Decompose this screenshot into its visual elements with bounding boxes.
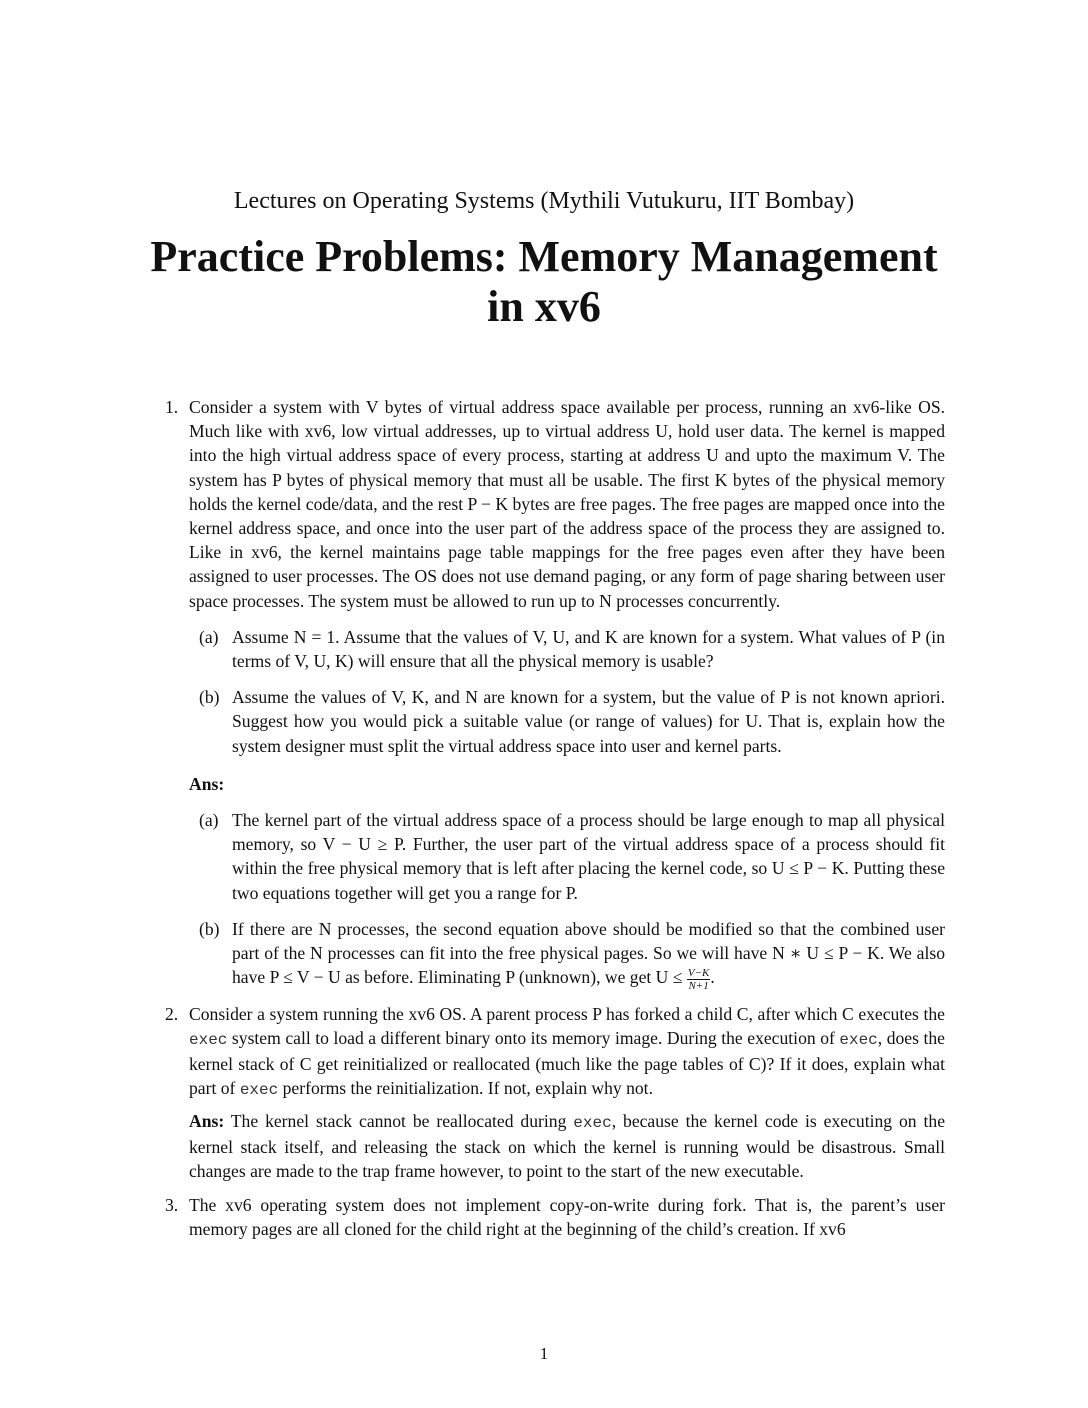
- answer-label: Ans:: [189, 1110, 225, 1131]
- code-exec: exec: [239, 1081, 279, 1100]
- problem-1: [165, 395, 945, 992]
- code-exec: exec: [189, 1030, 228, 1049]
- part-text: Assume the values of V, K, and N are known for a system, but the value of P is not known apriori. Suggest how you would pick a suitable value (or range of values) for U. That is, explain how the system designer must split the virtual address space into user and kernel parts.: [232, 687, 945, 756]
- answer-label: Ans:: [189, 773, 225, 794]
- answer-text: If there are N processes, the second equation above should be modified so that the combined user part of the N processes can fit into the free physical pages. So we will have N ∗ U ≤ P − K. We also have P ≤ V − U as before. Eliminating P (unknown), we get U ≤: [232, 918, 945, 988]
- fraction-denominator: N+1: [688, 979, 709, 992]
- problem-question: [189, 1002, 945, 1103]
- problem-number: 2.: [165, 1003, 179, 1024]
- part-text: The kernel part of the virtual address space of a process should be large enough to map all physical memory, so V − U ≥ P. Further, the user part of the virtual address space of a process should fit within the free physical memory that is left after placing the kernel code, so U ≤ P − K. Putting these two equations together will get you a range for P.: [232, 810, 945, 903]
- problem-number: 1.: [165, 397, 179, 417]
- text-run: performs the reinitialization. If not, explain why not.: [278, 1078, 653, 1099]
- page-number: 1: [539, 1344, 549, 1363]
- title-line-1: Practice Problems: Memory Management: [150, 232, 938, 281]
- part-label: (b): [199, 687, 220, 708]
- code-exec: exec: [573, 1113, 612, 1132]
- part-text: Assume N = 1. Assume that the values of V, U, and K are known for a system. What values of P (in terms of V, U, K) will ensure that all the physical memory is usable?: [232, 626, 945, 672]
- problem-body: [189, 1002, 945, 1183]
- part-label: (a): [199, 810, 219, 831]
- text-run: , does the kernel stack of C get reinitialized or reallocated (much like the page tables of C)? If it does, explain what part of: [189, 1027, 945, 1099]
- problem-2: [165, 1002, 945, 1183]
- answer-part-a: [189, 808, 945, 905]
- answer-tail: .: [710, 967, 715, 988]
- answer-part-b: [189, 917, 945, 992]
- part-label: (b): [199, 918, 220, 939]
- problem-list: [165, 395, 945, 1252]
- question-part-a: [189, 625, 945, 673]
- problem-number: 3.: [165, 1195, 179, 1216]
- title-line-2: in xv6: [487, 282, 601, 331]
- problem-3: [165, 1193, 945, 1241]
- code-exec: exec: [839, 1030, 878, 1049]
- text-run: Consider a system running the xv6 OS. A parent process P has forked a child C, after which C executes the: [189, 1003, 945, 1024]
- page-title: [0, 232, 1088, 332]
- text-run: , because the kernel code is executing on the kernel stack itself, and releasing the stack on which the kernel is running would be disastrous. Small changes are made to the trap frame however, to point to the start of the new executable.: [189, 1110, 945, 1181]
- fraction-numerator: V−K: [687, 966, 710, 979]
- problem-answer: [189, 1109, 945, 1184]
- question-part-b: [189, 685, 945, 758]
- problem-body: [189, 395, 945, 992]
- part-label: (a): [199, 626, 219, 647]
- problem-body: [189, 1193, 945, 1241]
- fraction: [687, 967, 710, 992]
- course-header: Lectures on Operating Systems (Mythili Vutukuru, IIT Bombay): [233, 188, 855, 214]
- part-text: [232, 917, 945, 992]
- problem-question: The xv6 operating system does not implement copy-on-write during fork. That is, the parent’s user memory pages are all cloned for the child right at the beginning of the child’s creation. If xv6: [189, 1195, 945, 1240]
- problem-question: Consider a system with V bytes of virtual address space available per process, running an xv6-like OS. Much like with xv6, low virtual addresses, up to virtual address U, hold user data. The kernel is mapped into the high virtual address space of every process, starting at address U and upto the maximum V. The system has P bytes of physical memory that must all be usable. The first K bytes of the physical memory holds the kernel code/data, and the rest P − K bytes are free pages. The free pages are mapped once into the kernel address space, and once into the user part of the address space of the process they are assigned to. Like in xv6, the kernel maintains page table mappings for the free pages even after they have been assigned to user processes. The OS does not use demand paging, or any form of page sharing between user space processes. The system must be allowed to run up to N processes concurrently.: [189, 397, 945, 611]
- text-run: The kernel stack cannot be reallocated during: [224, 1110, 574, 1131]
- text-run: system call to load a different binary onto its memory image. During the execution of: [227, 1027, 840, 1048]
